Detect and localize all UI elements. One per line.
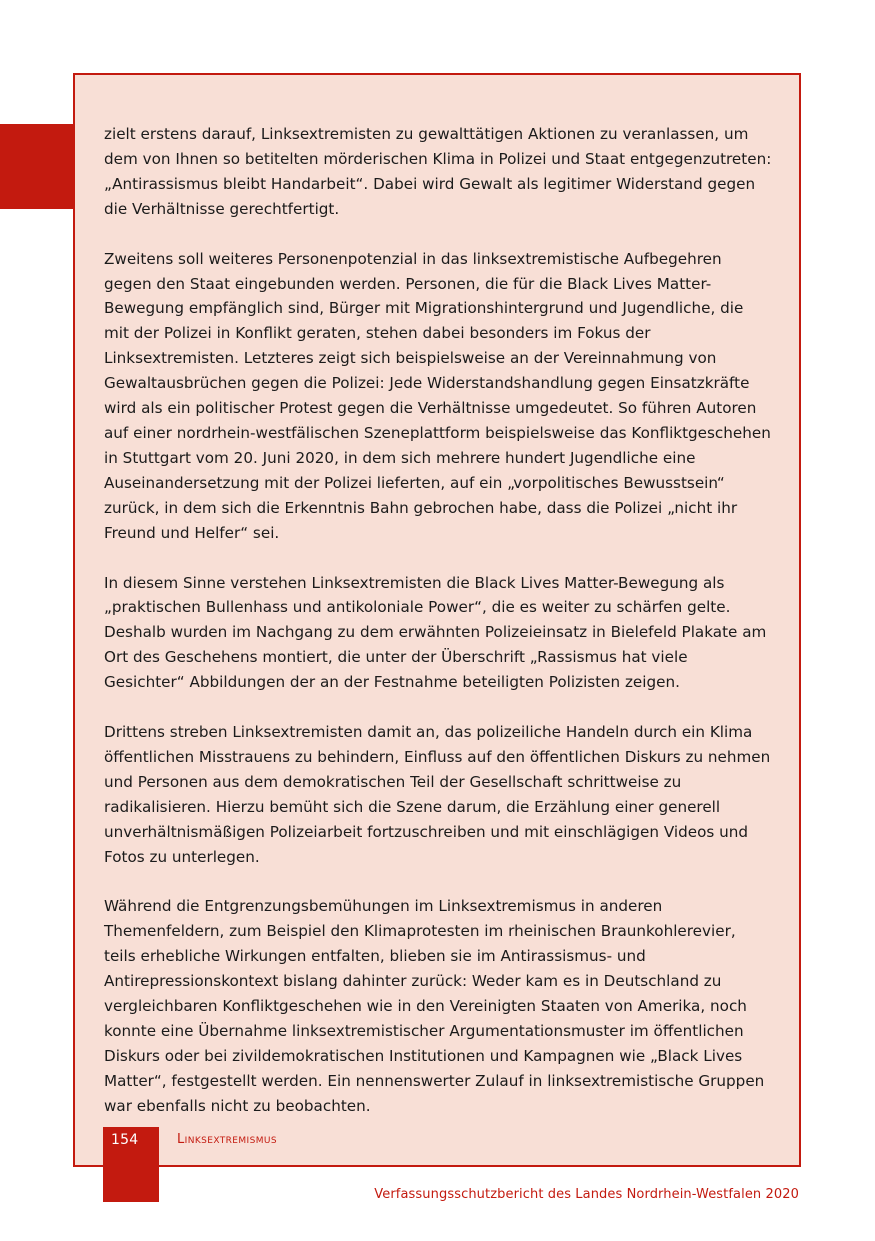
side-color-tab — [0, 124, 74, 209]
publication-title: Verfassungsschutzbericht des Landes Nordrhein-Westfalen 2020 — [374, 1187, 799, 1202]
paragraph-4: Drittens streben Linksextremisten damit an, das polizeiliche Handeln durch ein Klima öffentlichen Misstrauens zu behindern, Einfluss auf den öffentlichen Diskurs zu nehmen und Personen aus dem demokratischen Teil der Gesellschaft schrittweise zu radikalisieren. Hierzu bemüht sich die Szene darum, die Erzählung einer generell unverhältnismäßigen Polizeiarbeit fortzuschreiben und mit einschlägigen Videos und Fotos zu unterlegen. — [104, 723, 771, 866]
body-text — [104, 122, 772, 1144]
section-title: Linksextremismus — [177, 1132, 277, 1147]
paragraph-3: In diesem Sinne verstehen Linksextremisten die Black Lives Matter-Bewegung als „praktischen Bullenhass und antikoloniale Power“, die es weiter zu schärfen gelte. Deshalb wurden im Nachgang zu dem erwähnten Polizeieinsatz in Bielefeld Plakate am Ort des Geschehens montiert, die unter der Überschrift „Rassismus hat viele Gesichter“ Abbildungen der an der Festnahme beteiligten Polizisten zeigen. — [104, 573, 767, 692]
paragraph-2: Zweitens soll weiteres Personenpotenzial in das linksextremistische Aufbegehren gegen den Staat eingebunden werden. Personen, die für die Black Lives Matter-Bewegung empfänglich sind, Bürger mit Migrationshintergrund und Jugendliche, die mit der Polizei in Konflikt geraten, stehen dabei besonders im Fokus der Linksextremisten. Letzteres zeigt sich beispielsweise an der Vereinnahmung von Gewaltausbrüchen gegen die Polizei: Jede Widerstandshandlung gegen Einsatzkräfte wird als ein politischer Protest gegen die Verhältnisse umgedeutet. So führen Autoren auf einer nordrhein-westfälischen Szeneplattform beispielsweise das Konfliktgeschehen in Stuttgart vom 20. Juni 2020, in dem sich mehrere hundert Jugendliche eine Auseinandersetzung mit der Polizei lieferten, auf ein „vorpolitisches Bewusstsein“ zurück, in dem sich die Erkenntnis Bahn gebrochen habe, dass die Polizei „nicht ihr Freund und Helfer“ sei. — [104, 249, 771, 542]
page-number: 154 — [111, 1132, 139, 1148]
paragraph-5: Während die Entgrenzungsbemühungen im Linksextremismus in anderen Themenfeldern, zum Beispiel den Klimaprotesten im rheinischen Braunkohlerevier, teils erhebliche Wirkungen entfalten, blieben sie im Antirassismus- und Antirepressionskontext bislang dahinter zurück: Weder kam es in Deutschland zu vergleichbaren Konfliktgeschehen wie in den Vereinigten Staaten von Amerika, noch konnte eine Übernahme linksextremistischer Argumentationsmuster im öffentlichen Diskurs oder bei zivildemokratischen Institutionen und Kampagnen wie „Black Lives Matter“, festgestellt werden. Ein nennenswerter Zulauf in linksextremistische Gruppen war ebenfalls nicht zu beobachten. — [104, 897, 765, 1115]
paragraph-1: zielt erstens darauf, Linksextremisten zu gewalttätigen Aktionen zu veranlassen, um dem von Ihnen so betitelten mörderischen Klima in Polizei und Staat entgegenzutreten: „Antirassismus bleibt Handarbeit“. Dabei wird Gewalt als legitimer Widerstand gegen die Verhältnisse gerechtfertigt. — [104, 125, 772, 218]
